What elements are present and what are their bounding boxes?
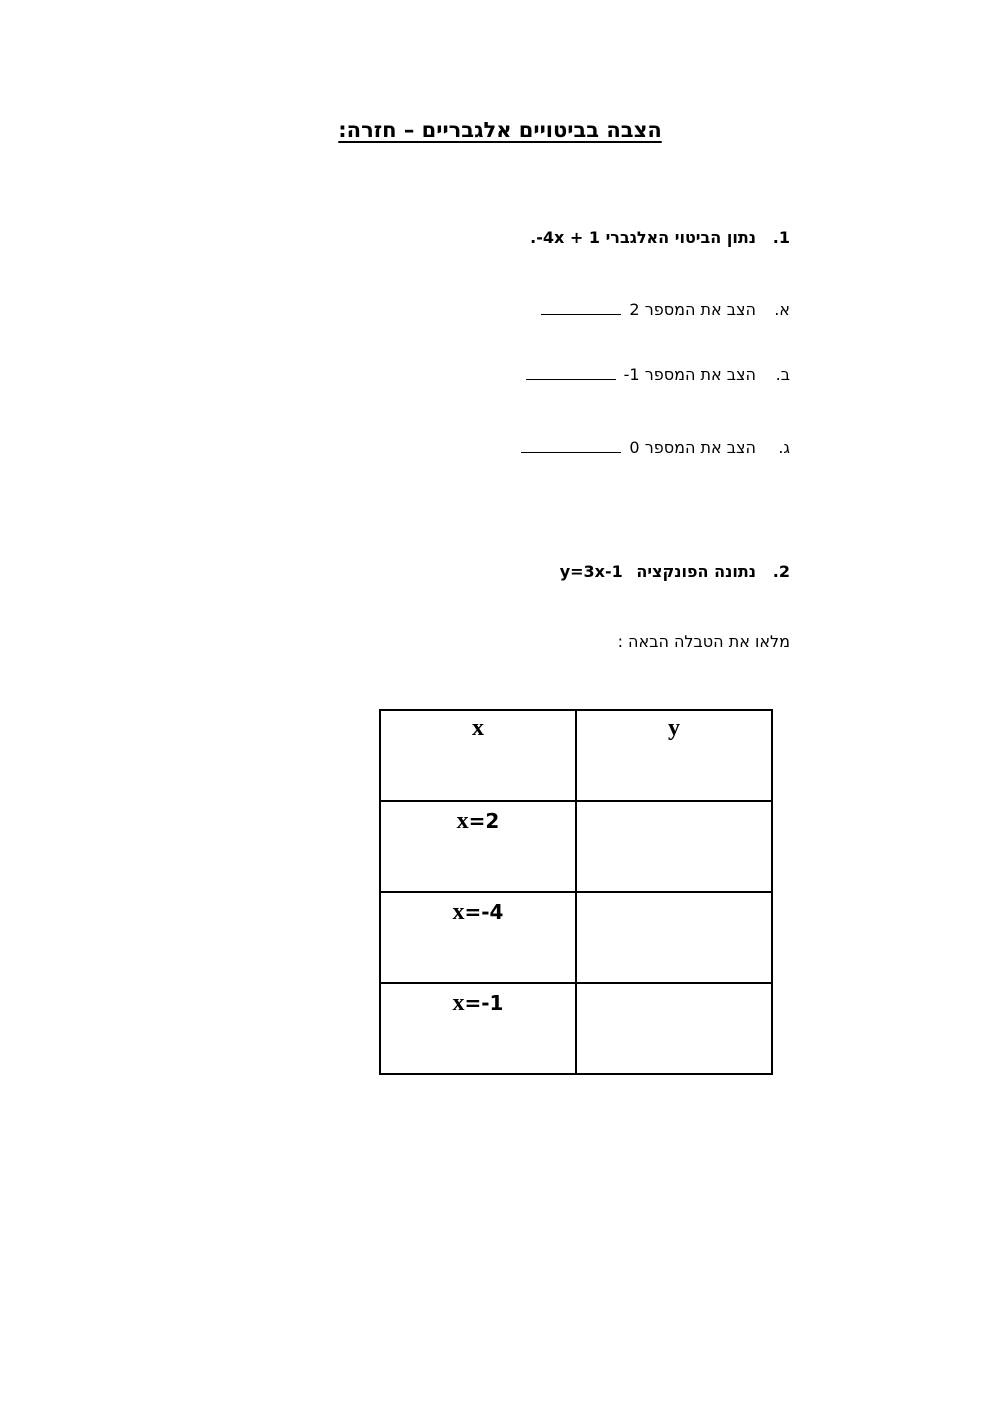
x-value: =-1	[464, 991, 504, 1015]
question-1-end-punct: .	[530, 228, 537, 247]
x-cell	[380, 892, 576, 983]
question-1-expression: -4x + 1	[536, 228, 601, 247]
table-row	[380, 892, 772, 983]
question-1-number: 1.	[772, 228, 790, 247]
item-c-letter: ג.	[778, 438, 790, 457]
question-2-function: y=3x-1	[559, 562, 623, 581]
item-a-text: הצב את המספר 2	[629, 300, 756, 319]
x-value: =2	[468, 809, 500, 833]
table-row	[380, 983, 772, 1074]
x-var: x	[456, 808, 469, 834]
answer-blank-c[interactable]	[521, 438, 621, 453]
item-b-letter: ב.	[775, 365, 790, 384]
header-y-label: y	[668, 715, 680, 741]
question-2-text: נתונה הפונקציה	[636, 562, 756, 581]
x-cell	[380, 983, 576, 1074]
item-c-text: הצב את המספר 0	[629, 438, 756, 457]
table-row	[380, 801, 772, 892]
question-1-heading	[530, 228, 790, 247]
answer-blank-a[interactable]	[541, 300, 621, 315]
x-cell	[380, 801, 576, 892]
header-cell-x	[380, 710, 576, 801]
answer-blank-b[interactable]	[526, 365, 616, 380]
x-value: =-4	[464, 900, 504, 924]
question-2-number: 2.	[772, 562, 790, 581]
header-cell-y	[576, 710, 772, 801]
y-answer-cell[interactable]	[576, 801, 772, 892]
y-answer-cell[interactable]	[576, 892, 772, 983]
values-table	[379, 709, 773, 1075]
x-var: x	[452, 899, 465, 925]
question-1-item-c	[521, 438, 790, 457]
page-title: הצבה בביטויים אלגבריים – חזרה:	[338, 118, 662, 142]
item-a-letter: א.	[774, 300, 790, 319]
table-header-row	[380, 710, 772, 801]
header-x-label: x	[472, 715, 484, 741]
question-1-item-b	[526, 365, 790, 384]
question-1-item-a	[541, 300, 790, 319]
item-b-text: הצב את המספר 1-	[623, 365, 756, 384]
question-2-heading	[560, 562, 790, 581]
y-answer-cell[interactable]	[576, 983, 772, 1074]
question-1-text: נתון הביטוי האלגברי	[605, 228, 756, 247]
question-2-instruction: מלאו את הטבלה הבאה :	[617, 632, 790, 651]
x-var: x	[452, 990, 465, 1016]
